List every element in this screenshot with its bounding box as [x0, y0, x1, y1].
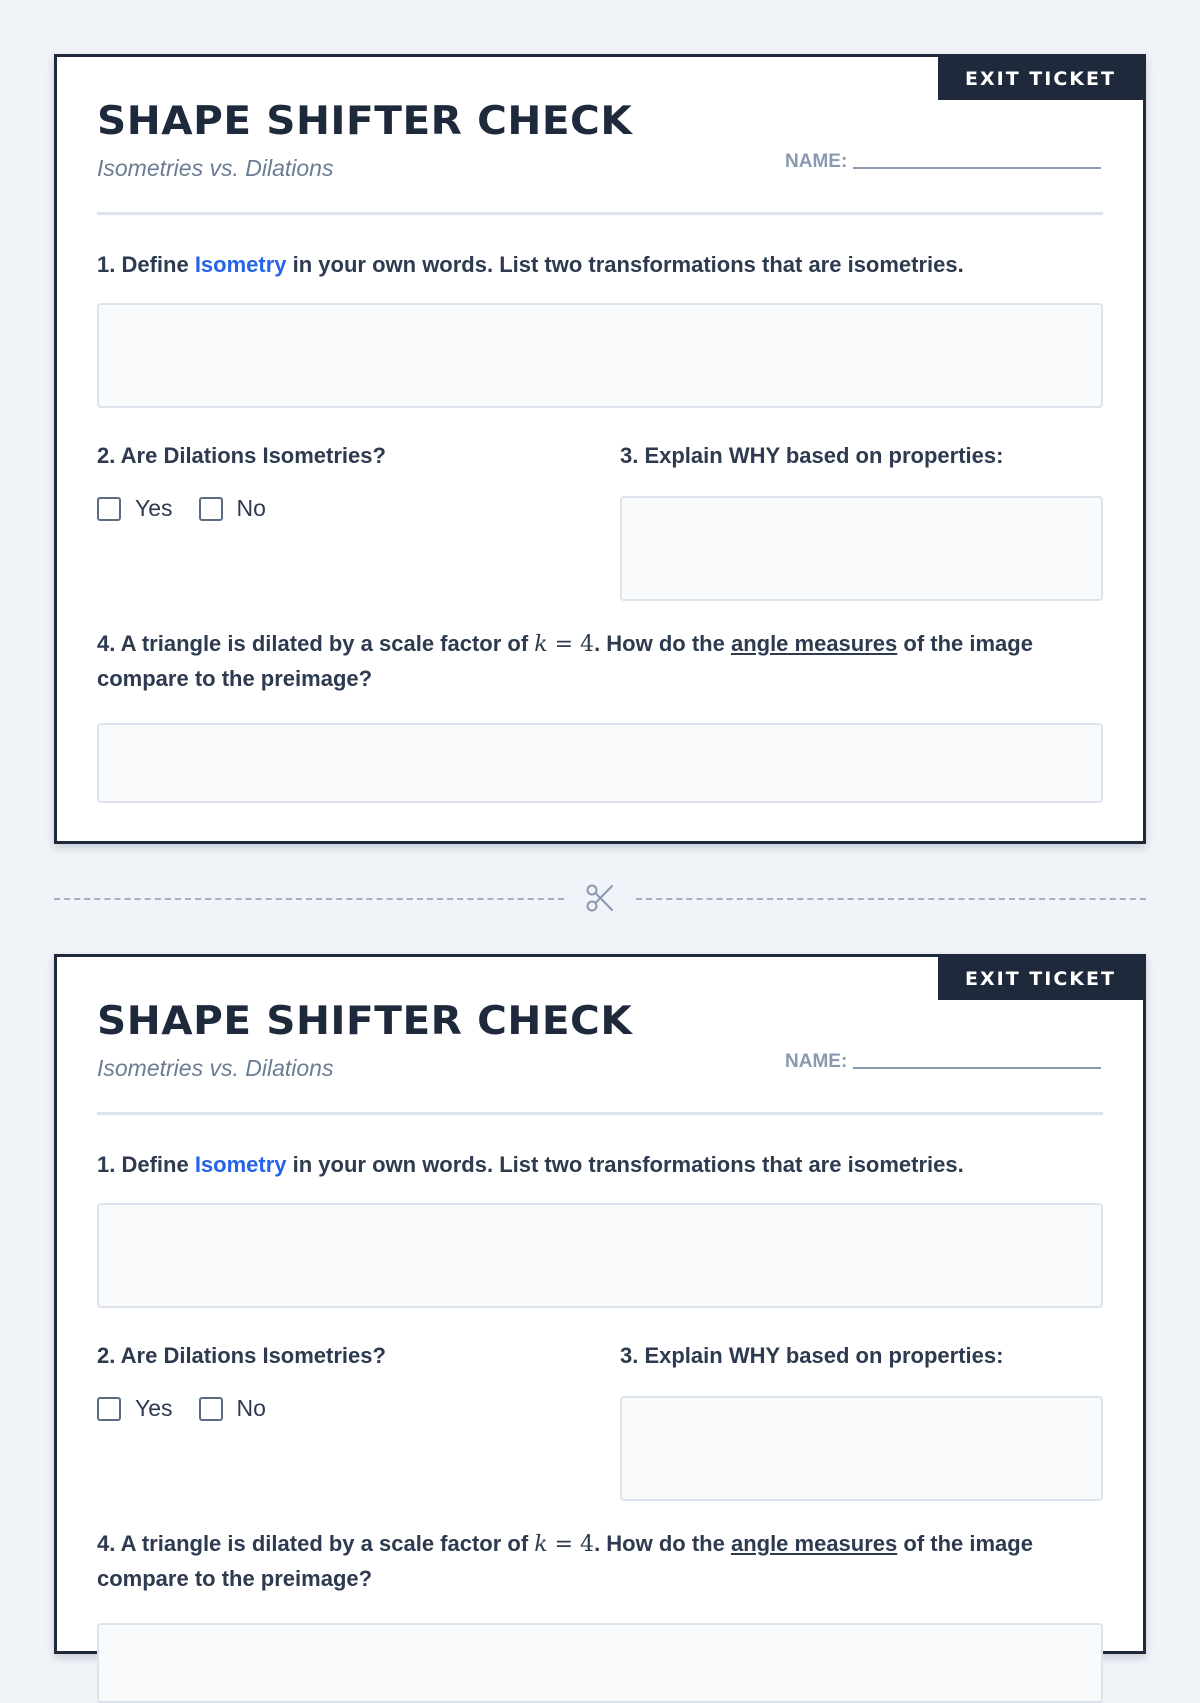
question-1 [97, 248, 1107, 282]
yes-label: Yes [135, 1395, 173, 1421]
question-1-keyword: Isometry [194, 1152, 287, 1177]
answer-box-4[interactable] [97, 1623, 1103, 1703]
question-2: 2. Are Dilations Isometries? [97, 443, 386, 468]
question-1-prefix: 1. Define [97, 252, 195, 277]
scale-factor-math [534, 632, 594, 657]
exit-ticket-badge: EXIT TICKET [938, 57, 1143, 100]
answer-box-1[interactable] [97, 1203, 1103, 1308]
question-4-underlined-term: angle measures [730, 631, 898, 656]
question-3: 3. Explain WHY based on properties: [620, 443, 1004, 468]
name-label: NAME: [785, 151, 848, 172]
no-checkbox[interactable] [199, 497, 223, 521]
question-2-options [97, 1395, 292, 1422]
no-checkbox[interactable] [199, 1397, 223, 1421]
name-label: NAME: [785, 1051, 848, 1072]
worksheet-subtitle: Isometries vs. Dilations [97, 1055, 334, 1081]
no-label: No [236, 1395, 266, 1421]
header-divider [97, 1112, 1103, 1115]
worksheet-subtitle: Isometries vs. Dilations [97, 155, 334, 181]
question-1-keyword: Isometry [194, 252, 287, 277]
question-4-mid: . How do the [594, 631, 731, 656]
question-4-mid: . How do the [594, 1531, 731, 1556]
option-yes[interactable] [97, 495, 173, 522]
question-1 [97, 1148, 1107, 1182]
math-variable: k [534, 1532, 548, 1557]
question-4 [97, 1527, 1077, 1596]
question-4-suffix: of the image compare to the preimage? [97, 631, 1033, 691]
math-equation: = 4 [547, 632, 595, 657]
math-equation: = 4 [547, 1532, 595, 1557]
question-1-suffix: in your own words. List two transformations that are isometries. [286, 1152, 964, 1177]
question-4-prefix: 4. A triangle is dilated by a scale factor of [97, 631, 535, 656]
question-4-suffix: of the image compare to the preimage? [97, 1531, 1033, 1591]
cut-line-right [636, 898, 1146, 900]
option-yes[interactable] [97, 1395, 173, 1422]
answer-box-4[interactable] [97, 723, 1103, 803]
name-blank-line[interactable] [853, 1067, 1101, 1069]
name-field[interactable] [785, 151, 1101, 173]
question-2-options [97, 495, 292, 522]
header-divider [97, 212, 1103, 215]
worksheet-title: SHAPE SHIFTER CHECK [97, 99, 633, 144]
math-variable: k [534, 632, 548, 657]
scissors-icon [584, 882, 616, 914]
worksheet-title: SHAPE SHIFTER CHECK [97, 999, 633, 1044]
no-label: No [236, 495, 266, 521]
name-blank-line[interactable] [853, 167, 1101, 169]
question-4-prefix: 4. A triangle is dilated by a scale factor of [97, 1531, 535, 1556]
option-no[interactable] [199, 495, 266, 522]
question-2: 2. Are Dilations Isometries? [97, 1343, 386, 1368]
question-3: 3. Explain WHY based on properties: [620, 1343, 1004, 1368]
option-no[interactable] [199, 1395, 266, 1422]
cut-line-left [54, 898, 564, 900]
question-1-prefix: 1. Define [97, 1152, 195, 1177]
name-field[interactable] [785, 1051, 1101, 1073]
question-4-underlined-term: angle measures [730, 1531, 898, 1556]
question-1-suffix: in your own words. List two transformations that are isometries. [286, 252, 964, 277]
exit-ticket-card [54, 54, 1146, 844]
answer-box-3[interactable] [620, 496, 1103, 601]
question-4 [97, 627, 1077, 696]
scale-factor-math [534, 1532, 594, 1557]
answer-box-1[interactable] [97, 303, 1103, 408]
yes-label: Yes [135, 495, 173, 521]
yes-checkbox[interactable] [97, 497, 121, 521]
answer-box-3[interactable] [620, 1396, 1103, 1501]
exit-ticket-card [54, 954, 1146, 1654]
exit-ticket-badge: EXIT TICKET [938, 957, 1143, 1000]
yes-checkbox[interactable] [97, 1397, 121, 1421]
